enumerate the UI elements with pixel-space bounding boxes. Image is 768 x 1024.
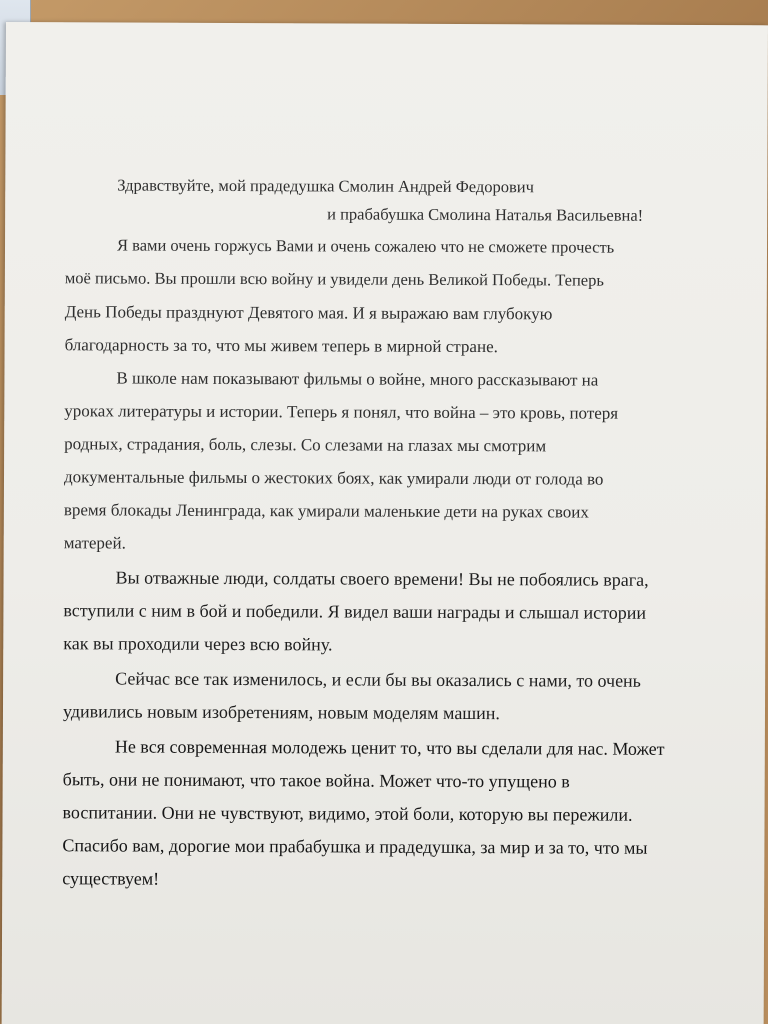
paragraph-4-line-2: удивились новым изобретениям, новым моделям машин. bbox=[62, 701, 501, 724]
letter-page bbox=[2, 22, 768, 1024]
paragraph-2-line-1: В школе нам показывают фильмы о войне, много рассказывают на bbox=[116, 368, 599, 390]
paragraph-3-line-3: как вы проходили через всю войну. bbox=[63, 633, 333, 655]
paragraph-2-line-5: время блокады Ленинграда, как умирали маленькие дети на руках своих bbox=[63, 500, 589, 522]
paragraph-5-line-1: Не вся современная молодежь ценит то, что вы сделали для нас. Может bbox=[114, 736, 665, 759]
paragraph-5-line-3: воспитании. Они не чувствуют, видимо, этой боли, которую вы пережили. bbox=[62, 802, 633, 825]
paragraph-2-line-6: матерей. bbox=[63, 533, 126, 553]
paragraph-2-line-2: уроках литературы и истории. Теперь я понял, что война – это кровь, потеря bbox=[64, 401, 619, 423]
greeting-line-1: Здравствуйте, мой прадедушка Смолин Андрей Федорович bbox=[117, 175, 534, 197]
paragraph-1-line-3: День Победы празднуют Девятого мая. И я выражаю вам глубокую bbox=[64, 302, 553, 324]
paragraph-5-line-4: Спасибо вам, дорогие мои прабабушка и прадедушка, за мир и за то, что мы bbox=[62, 835, 648, 858]
paragraph-3-line-2: вступили с ним в бой и победили. Я видел ваши награды и слышал истории bbox=[63, 600, 647, 623]
paragraph-4-line-1: Сейчас все так изменилось, и если бы вы оказались с нами, то очень bbox=[115, 668, 641, 691]
paragraph-3-line-1: Вы отважные люди, солдаты своего времени! Вы не побоялись врага, bbox=[115, 567, 649, 590]
letter-text bbox=[2, 22, 768, 1024]
paragraph-5-line-2: быть, они не понимают, что такое война. Может что-то упущено в bbox=[62, 769, 570, 792]
paragraph-5-line-5: существуем! bbox=[62, 868, 160, 889]
paragraph-2-line-4: документальные фильмы о жестоких боях, как умирали люди от голода во bbox=[63, 467, 604, 489]
greeting-line-2: и прабабушка Смолина Наталья Васильевна! bbox=[327, 204, 644, 225]
paragraph-2-line-3: родных, страдания, боль, слезы. Со слезами на глазах мы смотрим bbox=[64, 434, 547, 456]
paragraph-1-line-4: благодарность за то, что мы живем теперь в мирной стране. bbox=[64, 335, 498, 357]
paragraph-1-line-2: моё письмо. Вы прошли всю войну и увидели день Великой Победы. Теперь bbox=[64, 268, 604, 290]
paragraph-1-line-1: Я вами очень горжусь Вами и очень сожалею что не сможете прочесть bbox=[116, 235, 615, 257]
